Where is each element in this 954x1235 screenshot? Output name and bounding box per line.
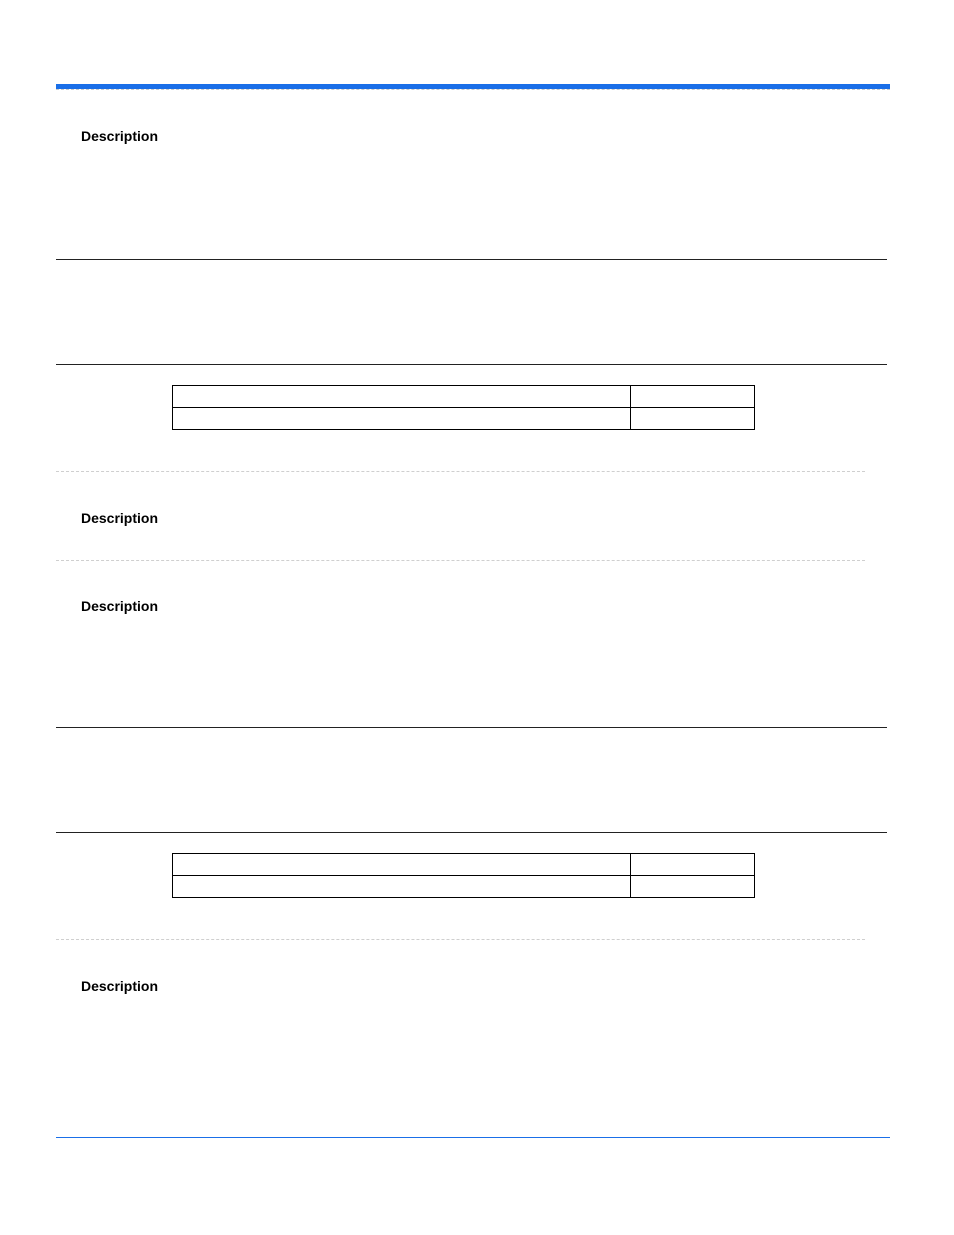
table-cell [631, 876, 755, 898]
table-row [173, 876, 755, 898]
header-dashed-divider [56, 89, 890, 90]
parameter-table-2 [172, 853, 755, 898]
horizontal-rule-4 [56, 832, 887, 833]
dashed-divider-1 [56, 471, 865, 472]
parameter-table-1 [172, 385, 755, 430]
table-row [173, 854, 755, 876]
section-heading-4: Description [81, 978, 159, 994]
table-row [173, 408, 755, 430]
section-heading-2: Description [81, 510, 159, 526]
table-cell [631, 408, 755, 430]
table-row [173, 386, 755, 408]
horizontal-rule-3 [56, 727, 887, 728]
table-cell [173, 408, 631, 430]
table-cell [173, 876, 631, 898]
table-cell [173, 386, 631, 408]
dashed-divider-3 [56, 939, 865, 940]
section-heading-1: Description [81, 128, 159, 144]
table-cell [631, 386, 755, 408]
dashed-divider-2 [56, 560, 865, 561]
footer-rule [56, 1137, 890, 1138]
table-cell [173, 854, 631, 876]
section-heading-3: Description [81, 598, 159, 614]
table-cell [631, 854, 755, 876]
horizontal-rule-2 [56, 364, 887, 365]
horizontal-rule-1 [56, 259, 887, 260]
